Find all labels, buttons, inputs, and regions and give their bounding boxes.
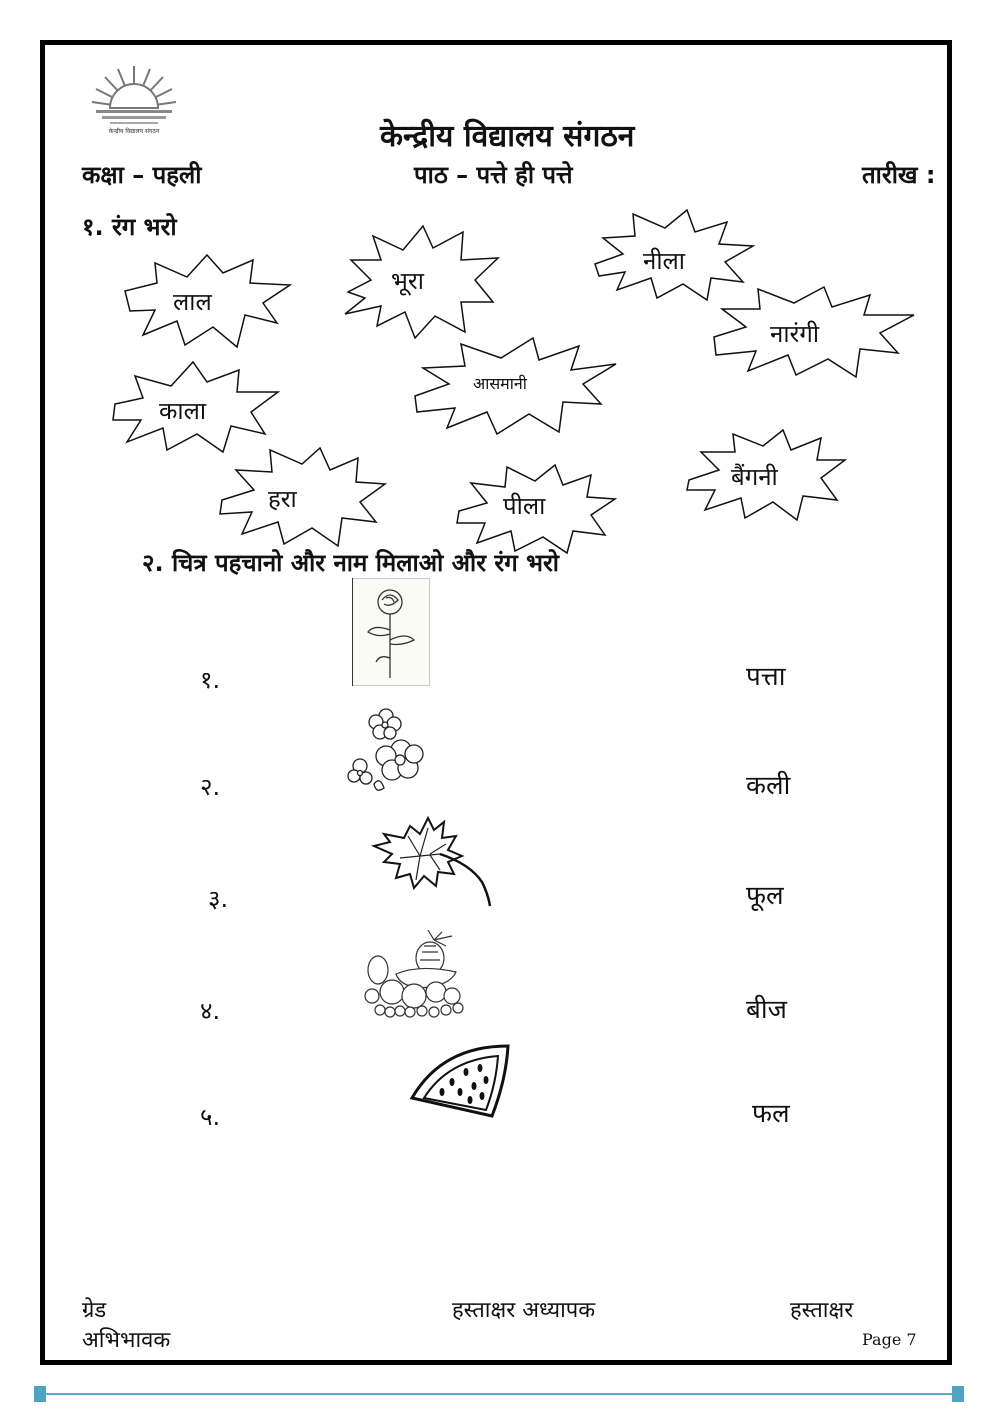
right-corner-marker [952,1386,964,1402]
item-number: १. [200,666,221,694]
color-word-neela: नीला [643,247,686,275]
match-word[interactable]: फूल [746,881,784,911]
color-word-peela: पीला [503,492,546,520]
bottom-border-line [34,1393,964,1395]
left-corner-marker [34,1386,46,1402]
match-word[interactable]: कली [746,771,791,801]
item-number: ४. [200,997,221,1025]
starburst-icon [220,448,388,548]
match-word[interactable]: बीज [746,995,787,1025]
date-label: तारीख : [862,161,936,189]
item-number: ३. [208,885,229,913]
teacher-signature-label: हस्ताक्षर अध्यापक [452,1298,596,1323]
grade-label: ग्रेड [82,1298,107,1323]
match-word[interactable]: फल [752,1099,790,1129]
signature-label: हस्ताक्षर [790,1298,854,1323]
color-word-hara: हरा [268,485,297,513]
color-word-bhura: भूरा [391,267,424,295]
class-label: कक्षा – पहली [82,161,202,189]
match-word[interactable]: पत्ता [746,662,786,692]
fruit-basket-icon [360,930,468,1018]
watermelon-slice-icon [408,1040,516,1124]
rose-icon [352,578,430,686]
logo-caption: केन्द्रीय विद्यालय संगठन [108,128,160,135]
item-number: २. [200,773,221,801]
section2-title: २. चित्र पहचानो और नाम मिलाओ और रंग भरो [142,549,559,577]
page-number: Page 7 [862,1330,917,1349]
kvs-logo-icon [88,58,180,150]
leaf-icon [370,814,495,909]
parent-label: अभिभावक [82,1328,171,1353]
flowers-icon [346,706,424,794]
color-word-baingani: बैंगनी [731,463,778,491]
lesson-label: पाठ – पत्ते ही पत्ते [414,161,573,189]
color-word-lal: लाल [173,288,212,316]
color-word-kala: काला [159,397,207,425]
organization-title: केन्द्रीय विद्यालय संगठन [380,119,635,154]
color-word-aasmani: आसमानी [473,374,527,393]
color-word-narangi: नारंगी [770,320,820,348]
item-number: ५. [200,1103,221,1131]
section1-title: १. रंग भरो [82,213,177,241]
